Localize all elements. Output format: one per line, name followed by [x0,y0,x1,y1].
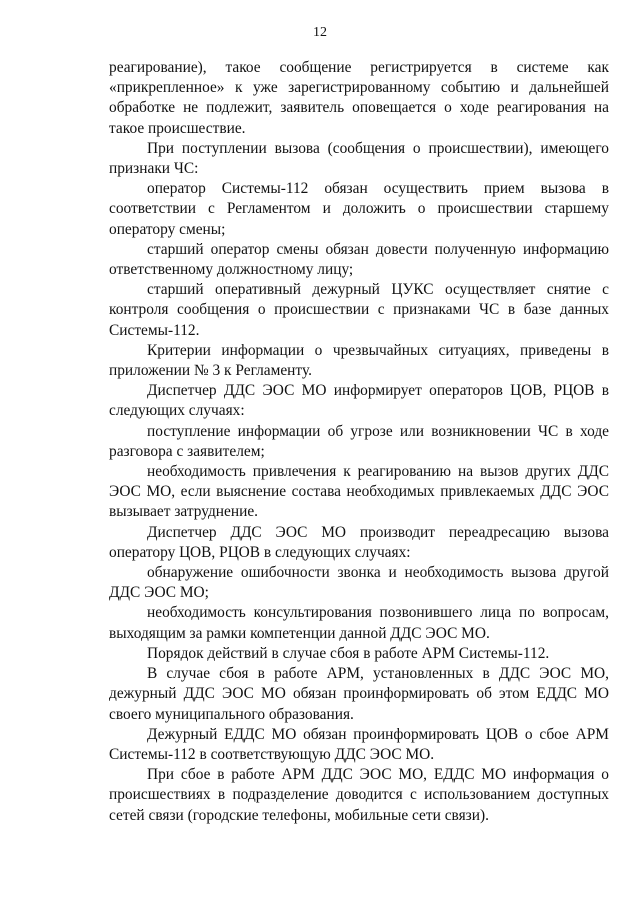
paragraph-cuks-duty: старший оперативный дежурный ЦУКС осуществляет снятие с контроля сообщения о происшествии с признаками ЧС в базе данных Системы-112. [109,281,609,339]
paragraph-dispatcher-redirects: Диспетчер ДДС ЭОС МО производит переадресацию вызова оператору ЦОВ, РЦОВ в следующих случаях: [109,523,609,561]
paragraph-other-dds: необходимость привлечения к реагированию на вызов других ДДС ЭОС МО, если выяснение состава необходимых привлекаемых ДДС ЭОС вызывает затруднение. [109,463,609,521]
paragraph-edds-informs: Дежурный ЕДДС МО обязан проинформировать ЦОВ о сбое АРМ Системы-112 в соответствующую ДДС ЭОС МО. [109,725,609,763]
paragraph-failure-procedure: Порядок действий в случае сбоя в работе АРМ Системы-112. [147,644,550,662]
paragraph-senior-operator-duty: старший оператор смены обязан довести полученную информацию ответственному должностному лицу; [109,240,609,279]
paragraph-arm-failure-dds: В случае сбоя в работе АРМ, установленных в ДДС ЭОС МО, дежурный ДДС ЭОС МО обязан проинформировать об этом ЕДДС МО своего муниципального образования. [109,665,609,723]
paragraph-threat-info: поступление информации об угрозе или возникновении ЧС в ходе разговора с заявителем; [109,422,609,460]
paragraph-operator-duty: оператор Системы-112 обязан осуществить прием вызова в соответствии с Регламентом и доложить о происшествии старшему оператору смены; [109,180,609,238]
paragraph-communication-channels: При сбое в работе АРМ ДДС ЭОС МО, ЕДДС МО информация о происшествиях в подразделение доводится с использованием доступных сетей связи (городские телефоны, мобильные сети связи). [109,766,609,824]
paragraph-consultation: необходимость консультирования позвонившего лица по вопросам, выходящим за рамки компетенции данной ДДС ЭОС МО. [109,604,609,642]
page-number: 12 [313,25,327,40]
paragraph-continuation: реагирование), такое сообщение регистрируется в системе как «прикрепленное» к уже зарегистрированному событию и дальнейшей обработке не подлежит, заявитель оповещается о ходе реагирования на такое происшествие. [109,59,609,137]
paragraph-emergency-call: При поступлении вызова (сообщения о происшествии), имеющего признаки ЧС: [109,139,609,178]
paragraph-dispatcher-informs: Диспетчер ДДС ЭОС МО информирует операторов ЦОВ, РЦОВ в следующих случаях: [109,382,609,420]
paragraph-wrong-call: обнаружение ошибочности звонка и необходимость вызова другой ДДС ЭОС МО; [109,564,609,602]
document-body [109,58,609,826]
paragraph-emergency-criteria: Критерии информации о чрезвычайных ситуациях, приведены в приложении № 3 к Регламенту. [109,341,609,380]
